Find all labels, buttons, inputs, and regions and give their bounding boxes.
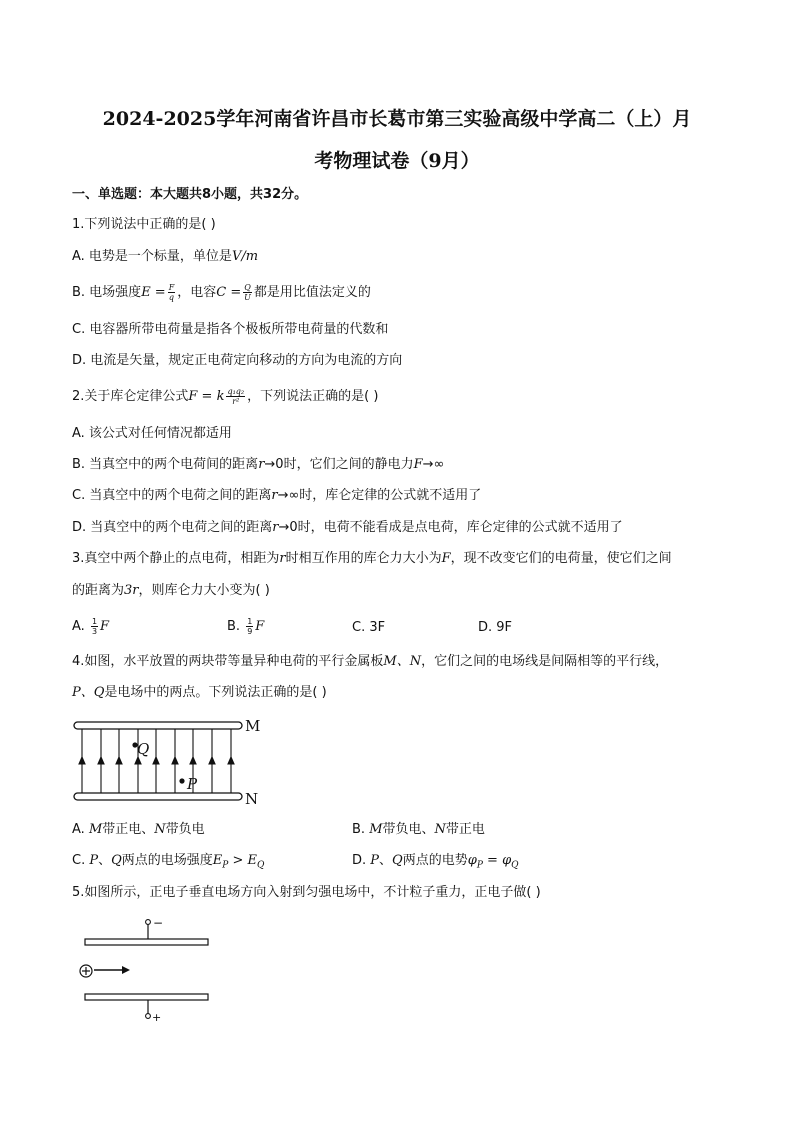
q3-stem-line-1: 3.真空中两个静止的点电荷，相距为r时相互作用的库仑力大小为F，现不改变它们的电荷量，使它们之间 xyxy=(72,551,672,566)
top-terminal xyxy=(146,920,151,925)
q2-stem: 2.关于库仑定律公式F = k $\frac{\text{q₁q₂}}{\text{r²}}$ ，下列说法正确的是( ) xyxy=(72,387,379,406)
q1-option-a: A. 电势是一个标量，单位是V/m xyxy=(72,249,259,264)
velocity-arrow xyxy=(122,966,130,974)
q2-option-b: B. 当真空中的两个电荷间的距离r→0时，它们之间的静电力F→∞ xyxy=(72,457,445,472)
point-p xyxy=(179,778,184,783)
q1-option-b: B. 电场强度E = $\frac{F}{q}$ ，电容C = $\frac{Q}{U}$ 都是用比值法定义的 xyxy=(72,283,371,302)
bottom-terminal xyxy=(146,1014,151,1019)
minus-sign: − xyxy=(153,916,164,930)
q5-positron-field-figure xyxy=(72,914,222,1026)
q3-option-c: C. 3F xyxy=(352,620,386,635)
q2-option-c: C. 当真空中的两个电荷之间的距离r→∞时，库仑定律的公式就不适用了 xyxy=(72,488,482,503)
exam-title-line-2: 考物理试卷（9月） xyxy=(314,150,480,172)
label-q: Q xyxy=(137,740,150,758)
q4-option-c: C. P、Q两点的电场强度$E_P > E_Q$ xyxy=(72,853,265,871)
label-m: M xyxy=(245,717,261,735)
q5-stem: 5.如图所示，正电子垂直电场方向入射到匀强电场中，不计粒子重力，正电子做( ) xyxy=(72,885,541,900)
label-n: N xyxy=(245,790,259,808)
label-p: P xyxy=(187,775,198,793)
q4-stem-line-1: 4.如图，水平放置的两块带等量异种电荷的平行金属板M、N，它们之间的电场线是间隔相等的平行线， xyxy=(72,654,669,669)
field-lines xyxy=(79,729,234,793)
q2-option-a: A. 该公式对任何情况都适用 xyxy=(72,426,232,441)
section-heading: 一、单选题：本大题共8小题，共32分。 xyxy=(72,187,308,202)
plus-sign: + xyxy=(152,1011,162,1024)
q3-option-a: A. $\frac{1}{3}$ F xyxy=(72,617,110,636)
plate-n xyxy=(74,793,242,800)
top-plate xyxy=(85,939,208,945)
q1-option-c: C. 电容器所带电荷量是指各个极板所带电荷量的代数和 xyxy=(72,322,389,337)
q2-option-d: D. 当真空中的两个电荷之间的距离r→0时，电荷不能看成是点电荷，库仑定律的公式就不适用了 xyxy=(72,520,623,535)
plate-m xyxy=(74,722,242,729)
q4-stem-line-2: P、Q是电场中的两点。下列说法正确的是( ) xyxy=(72,685,327,700)
q3-option-b: B. $\frac{1}{9}$ F xyxy=(227,617,265,636)
q1-stem: 1.下列说法中正确的是( ) xyxy=(72,217,216,232)
exam-title-line-1: 2024-2025学年河南省许昌市长葛市第三实验高级中学高二（上）月 xyxy=(102,108,692,130)
q1-option-d: D. 电流是矢量，规定正电荷定向移动的方向为电流的方向 xyxy=(72,353,403,368)
q4-option-b: B. M带负电、N带正电 xyxy=(352,822,485,837)
q4-option-a: A. M带正电、N带负电 xyxy=(72,822,205,837)
q4-option-d: D. P、Q两点的电势$\varphi_P = \varphi_Q$ xyxy=(352,853,519,871)
q3-option-d: D. 9F xyxy=(478,620,513,635)
q3-stem-line-2: 的距离为3r，则库仑力大小变为( ) xyxy=(72,583,270,598)
bottom-plate xyxy=(85,994,208,1000)
q4-parallel-plates-figure xyxy=(68,714,268,810)
